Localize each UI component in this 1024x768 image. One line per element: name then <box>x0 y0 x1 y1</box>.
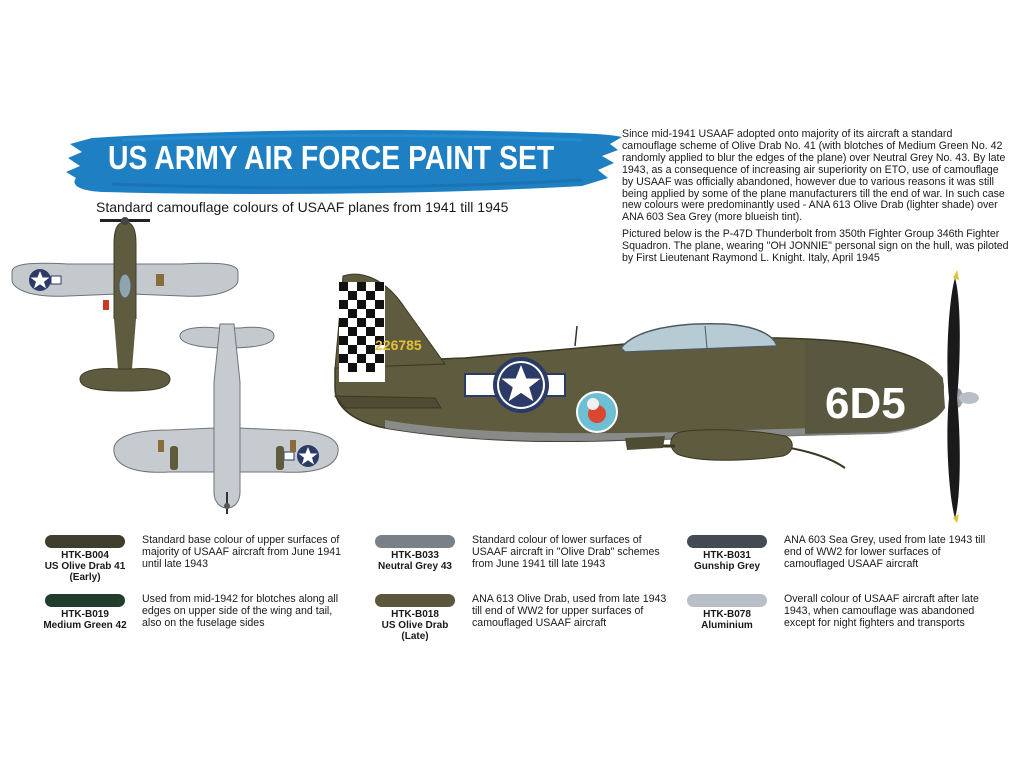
swatch-olive-drab-41 <box>40 535 360 590</box>
color-chip <box>687 594 767 607</box>
swatch-code: HTK-B004 <box>61 550 109 561</box>
swatch-name: US Olive Drab 41 (Early) <box>44 561 126 583</box>
color-chip <box>45 594 125 607</box>
page-title: US ARMY AIR FORCE PAINT SET <box>108 139 555 176</box>
swatch-name: Aluminium <box>701 620 753 631</box>
swatch-name: Gunship Grey <box>693 561 761 572</box>
aircraft-serial: 226785 <box>375 337 422 353</box>
color-chip <box>375 535 455 548</box>
color-chip <box>687 535 767 548</box>
aircraft-code: 6D5 <box>825 379 906 428</box>
swatch-olive-drab-late <box>370 594 690 654</box>
swatch-aluminium <box>682 594 1002 649</box>
swatch-description: ANA 613 Olive Drab, used from late 1943 till end of WW2 for upper surfaces of camouflaged USAAF aircraft <box>472 593 667 629</box>
color-chip <box>375 594 455 607</box>
aircraft-top-view <box>8 214 248 324</box>
swatch-name: Medium Green 42 <box>43 620 127 631</box>
swatch-description: Standard base colour of upper surfaces of majority of USAAF aircraft from June 1941 until late 1943 <box>142 534 342 570</box>
intro-paragraph-2: Pictured below is the P-47D Thunderbolt from 350th Fighter Group 346th Fighter Squadron. The plane, wearing "OH JONNIE" personal sign on the hull, was piloted by First Lieutenant Raymond L. Knight. Italy, April 1945 <box>622 228 1009 265</box>
swatch-name: Neutral Grey 43 <box>378 561 452 572</box>
swatch-medium-green-42 <box>40 594 360 649</box>
intro-text <box>622 129 1010 270</box>
swatch-description: ANA 603 Sea Grey, used from late 1943 till end of WW2 for lower surfaces of camouflaged USAAF aircraft <box>784 534 986 570</box>
swatch-code: HTK-B033 <box>391 550 439 561</box>
swatch-description: Overall colour of USAAF aircraft after late 1943, when camouflage was abandoned except for night fighters and transports <box>784 593 979 629</box>
swatch-description: Used from mid-1942 for blotches along all edges on upper side of the wing and tail, also on the fuselage sides <box>142 593 339 629</box>
swatch-code: HTK-B031 <box>703 550 751 561</box>
swatch-code: HTK-B078 <box>703 609 751 620</box>
swatch-name: US Olive Drab (Late) <box>381 620 449 642</box>
swatch-code: HTK-B019 <box>61 609 109 620</box>
color-chip <box>45 535 125 548</box>
swatch-description: Standard colour of lower surfaces of USAAF aircraft in "Olive Drab" schemes from June 1941 till late 1943 <box>472 534 660 570</box>
swatch-neutral-grey-43 <box>370 535 690 590</box>
swatch-gunship-grey <box>682 535 1002 590</box>
swatch-code: HTK-B018 <box>391 609 439 620</box>
aircraft-bottom-view <box>110 322 345 522</box>
page-subtitle: Standard camouflage colours of USAAF planes from 1941 till 1945 <box>96 199 509 215</box>
intro-paragraph-1: Since mid-1941 USAAF adopted onto majority of its aircraft a standard camouflage scheme of Olive Drab No. 41 (with blotches of Medium Green No. 42 randomly applied to blur the edges of the plane) over Neutral Grey No. 43. By late 1943, as a consequence of increasing air superiority on ETO, use of camouflage by USAAF was officially abandoned, however due to various reasons it was still being applied by some of the plane manufacturers till the end of war. In such case new colours were predominantly used - ANA 613 Olive Drab (lighter shade) over ANA 603 Sea Grey (more blueish tint). <box>622 128 1006 224</box>
aircraft-side-view <box>325 268 985 528</box>
